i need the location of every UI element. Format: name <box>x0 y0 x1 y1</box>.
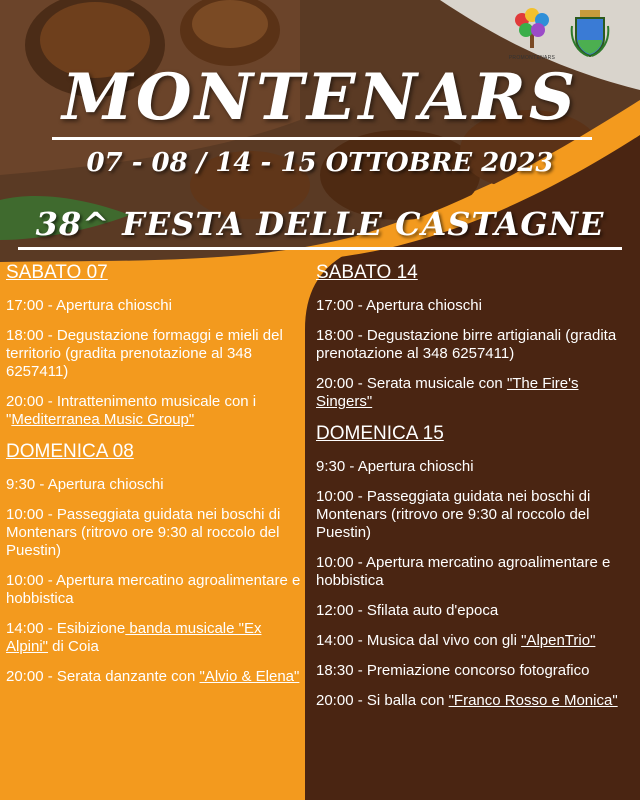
schedule-item <box>316 458 634 476</box>
performer-link[interactable]: "AlpenTrio" <box>521 632 596 649</box>
schedule-item-text: 9:30 - Apertura chioschi <box>316 458 474 475</box>
day-heading: SABATO 07 <box>6 262 108 283</box>
schedule-item <box>6 297 302 315</box>
event-dates: 07 - 08 / 14 - 15 OTTOBRE 2023 <box>86 148 554 178</box>
subtitle-underline <box>18 247 622 250</box>
promontenars-logo <box>508 6 556 62</box>
schedule-item <box>316 602 634 620</box>
schedule-item <box>316 375 634 411</box>
schedule-item <box>6 327 302 381</box>
schedule-item-text: 14:00 - Esibizione <box>6 620 126 637</box>
municipal-crest-icon <box>570 6 610 58</box>
schedule-item-text: 20:00 - Serata musicale con <box>316 375 507 392</box>
schedule-item <box>6 506 302 560</box>
schedule-item-text: 9:30 - Apertura chioschi <box>6 476 164 493</box>
day-heading: SABATO 14 <box>316 262 418 283</box>
performer-link[interactable]: "The Fire's Singers" <box>316 375 579 410</box>
schedule-item <box>316 692 634 710</box>
schedule-item <box>6 620 302 656</box>
schedule-item-text: 18:30 - Premiazione concorso fotografico <box>316 662 590 679</box>
performer-link[interactable]: "Franco Rosso e Monica" <box>448 692 618 709</box>
logo-caption: PROMONTENARS <box>508 55 556 61</box>
tree-logo-icon <box>508 6 556 50</box>
schedule-item <box>316 662 634 680</box>
schedule-item-text: 12:00 - Sfilata auto d'epoca <box>316 602 499 619</box>
schedule-item <box>6 476 302 494</box>
poster-title: MONTENARS <box>61 60 579 135</box>
day-heading: DOMENICA 08 <box>6 441 134 462</box>
performer-link[interactable]: banda musicale "Ex Alpini" <box>6 620 262 655</box>
schedule-item <box>316 554 634 590</box>
schedule-item <box>316 488 634 542</box>
schedule-item <box>316 632 634 650</box>
schedule-item-text: 10:00 - Passeggiata guidata nei boschi di Montenars (ritrovo ore 9:30 al roccolo del Puestin) <box>316 488 591 541</box>
schedule-item-text: 10:00 - Passeggiata guidata nei boschi di Montenars (ritrovo ore 9:30 al roccolo del Puestin) <box>6 506 281 559</box>
schedule-item-text: 14:00 - Musica dal vivo con gli <box>316 632 522 649</box>
logo-group <box>508 6 610 62</box>
performer-link[interactable]: "Alvio & Elena" <box>199 668 300 685</box>
schedule-item-text: 10:00 - Apertura mercatino agroalimentare e hobbistica <box>316 554 611 589</box>
schedule-item <box>6 393 302 429</box>
day-heading: DOMENICA 15 <box>316 423 444 444</box>
schedule-item-text: 20:00 - Intrattenimento musicale con i " <box>6 393 257 428</box>
schedule-right-column <box>316 262 634 722</box>
schedule-left-column <box>6 262 302 698</box>
schedule-item-text: 17:00 - Apertura chioschi <box>6 297 172 314</box>
schedule-item-text: 10:00 - Apertura mercatino agroalimentare e hobbistica <box>6 572 301 607</box>
performer-link[interactable]: Mediterranea Music Group" <box>11 411 195 428</box>
schedule-item <box>6 668 302 686</box>
schedule-item-text: 20:00 - Serata danzante con <box>6 668 200 685</box>
schedule-item <box>316 327 634 363</box>
schedule-item-text: 18:00 - Degustazione birre artigianali (gradita prenotazione al 348 6257411) <box>316 327 617 362</box>
festival-subtitle: 38^ FESTA DELLE CASTAGNE <box>35 205 605 243</box>
schedule-item-text: 20:00 - Si balla con <box>316 692 449 709</box>
schedule-item <box>6 572 302 608</box>
title-underline <box>52 137 592 140</box>
schedule-item-text: di Coia <box>48 638 99 655</box>
schedule-item <box>316 297 634 315</box>
schedule-item-text: 18:00 - Degustazione formaggi e mieli del territorio (gradita prenotazione al 348 6257411) <box>6 327 283 380</box>
schedule-item-text: 17:00 - Apertura chioschi <box>316 297 482 314</box>
